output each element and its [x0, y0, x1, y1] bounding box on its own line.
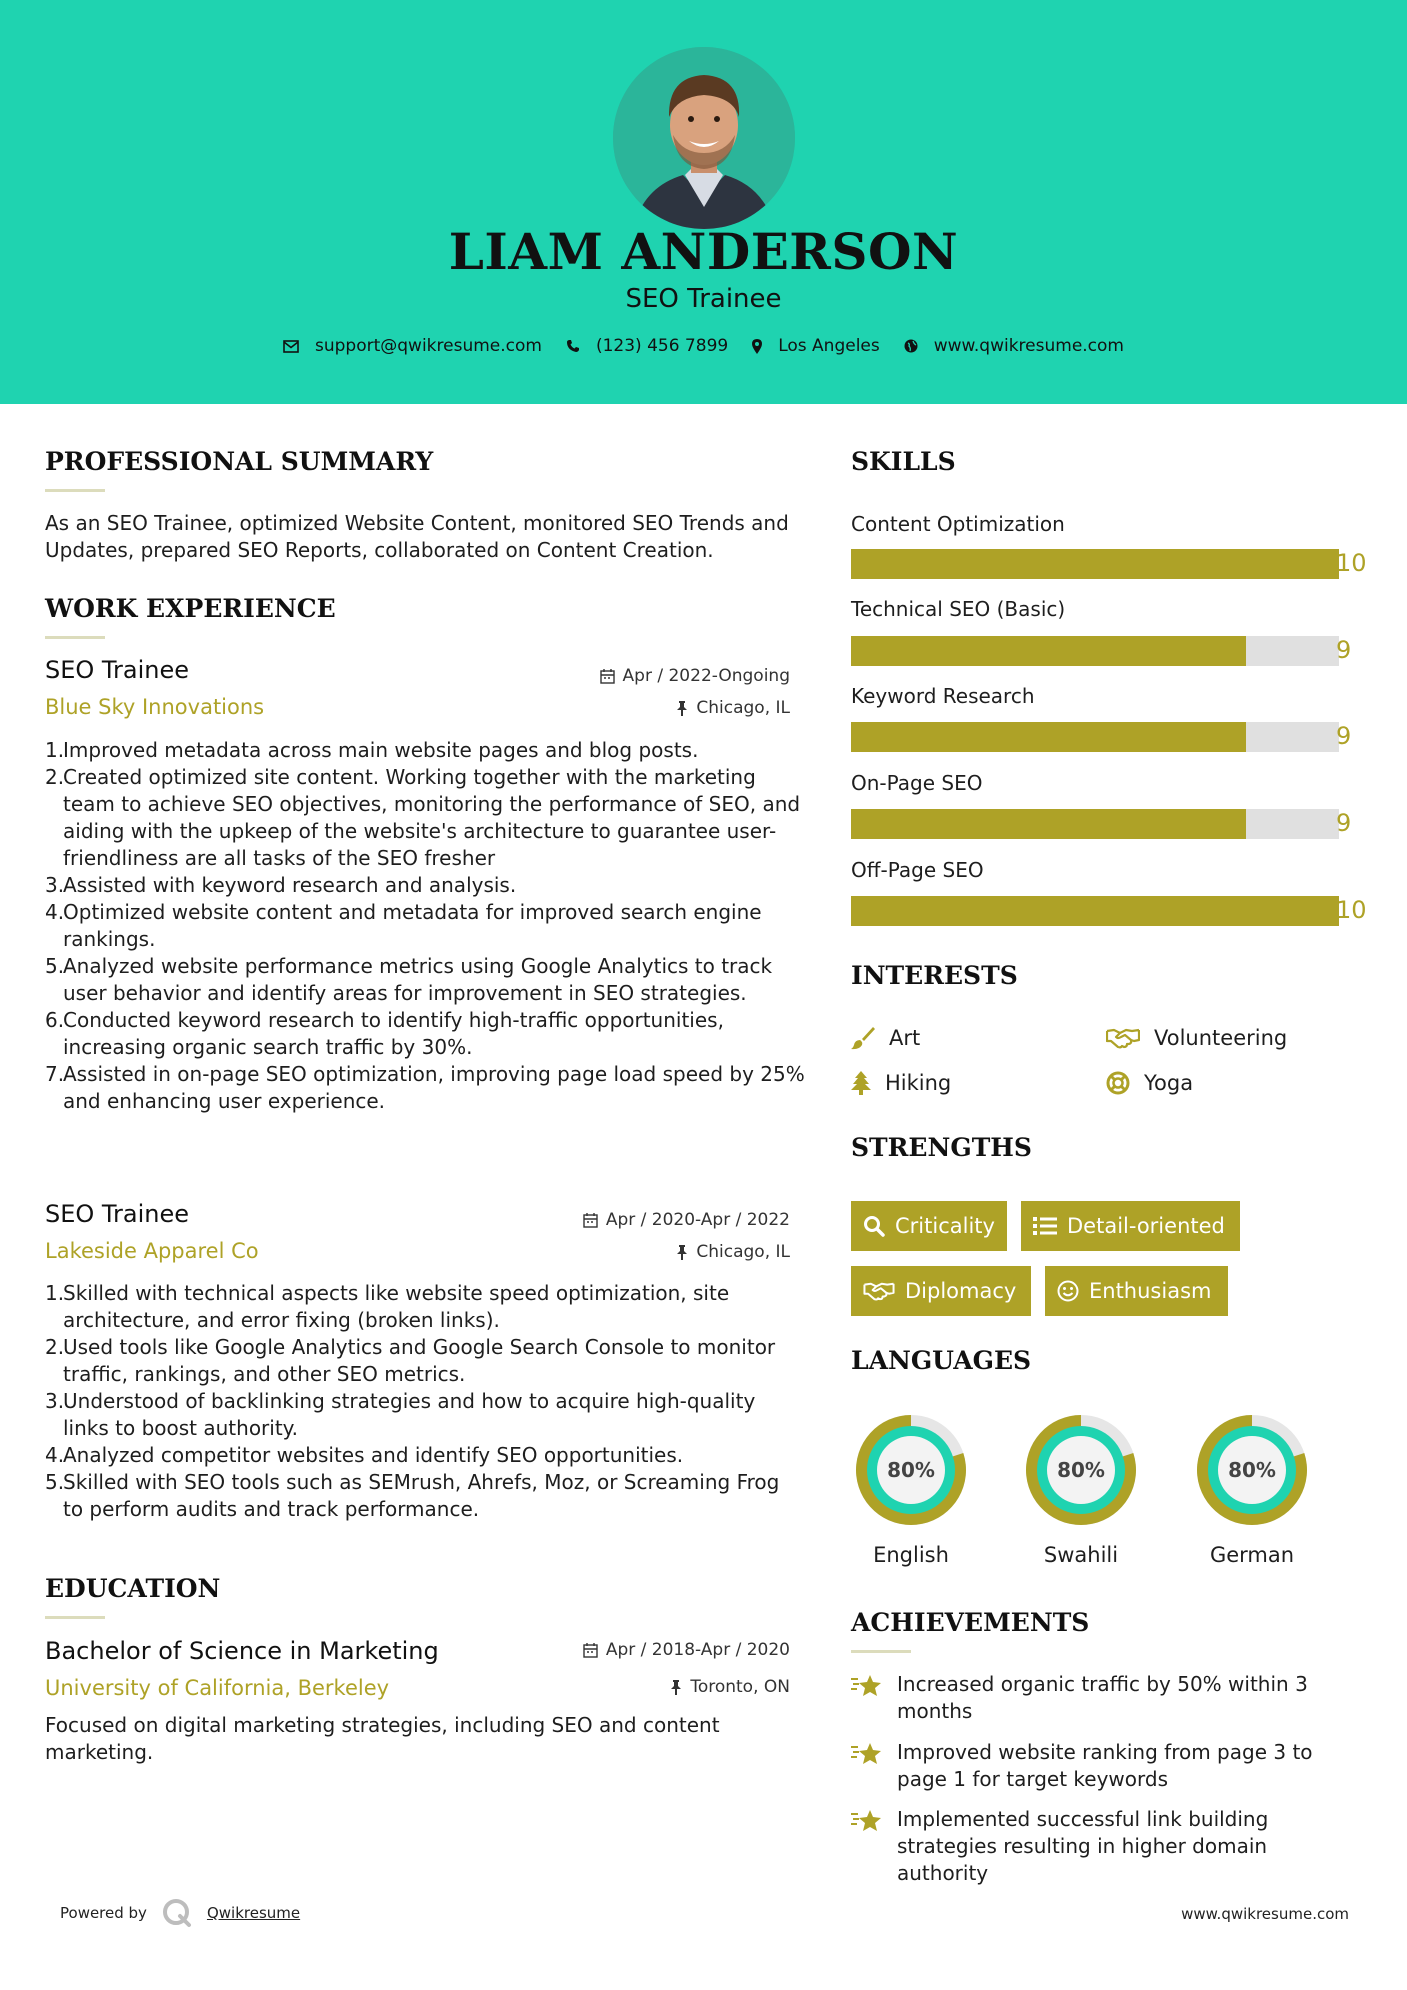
skill-bar — [851, 809, 1339, 839]
strength-tag: Enthusiasm — [1045, 1266, 1228, 1316]
experience-heading: WORK EXPERIENCE — [45, 594, 336, 623]
paintbrush-icon — [851, 1026, 875, 1050]
contact-phone[interactable]: (123) 456 7899 — [566, 336, 728, 356]
skill-label: Off-Page SEO — [851, 858, 984, 882]
skill-bar — [851, 722, 1339, 752]
strength-tag: Diplomacy — [851, 1266, 1031, 1316]
skill-value: 10 — [1336, 896, 1367, 924]
contact-bar — [0, 336, 1407, 356]
contact-website[interactable]: www.qwikresume.com — [904, 336, 1124, 356]
candidate-name: LIAM ANDERSON — [448, 222, 959, 281]
list-item: Assisted in on-page SEO optimization, improving page load speed by 25% and enhancing user experience. — [63, 1062, 805, 1113]
language-ring — [1020, 1409, 1142, 1531]
degree-title: Bachelor of Science in Marketing — [45, 1637, 439, 1665]
list-item: Improved metadata across main website pages and blog posts. — [63, 738, 699, 762]
globe-icon — [904, 339, 918, 353]
list-item: Understood of backlinking strategies and how to acquire high-quality links to boost authority. — [63, 1389, 756, 1440]
contact-email[interactable]: support@qwikresume.com — [283, 336, 542, 356]
search-icon — [863, 1215, 885, 1237]
company-name: Lakeside Apparel Co — [45, 1239, 259, 1263]
job-bullets — [45, 1280, 805, 1523]
achievements-heading: ACHIEVEMENTS — [851, 1608, 1090, 1637]
candidate-title: SEO Trainee — [625, 284, 782, 314]
job-location: Chicago, IL — [676, 1242, 790, 1262]
skill-label: On-Page SEO — [851, 771, 983, 795]
list-item: Analyzed website performance metrics using Google Analytics to track user behavior and identify areas for improvement in SEO strategies. — [63, 954, 773, 1005]
language-ring — [1191, 1409, 1313, 1531]
languages-heading: LANGUAGES — [851, 1346, 1032, 1375]
calendar-icon — [583, 1643, 598, 1658]
ring-label: 80% — [887, 1458, 935, 1482]
list-item: Assisted with keyword research and analysis. — [63, 873, 517, 897]
job-bullets — [45, 737, 805, 1115]
list-item: Optimized website content and metadata for improved search engine rankings. — [63, 900, 762, 951]
shooting-star-icon — [851, 1673, 883, 1697]
envelope-icon — [283, 340, 299, 353]
skills-heading: SKILLS — [851, 447, 956, 476]
skill-label: Content Optimization — [851, 512, 1065, 536]
summary-text: As an SEO Trainee, optimized Website Content, monitored SEO Trends and Updates, prepared SEO Reports, collaborated on Content Creation. — [45, 511, 789, 562]
skill-bar — [851, 896, 1339, 926]
strength-tag: Detail-oriented — [1021, 1201, 1240, 1251]
job-dates: Apr / 2020-Apr / 2022 — [583, 1210, 790, 1230]
school-name: University of California, Berkeley — [45, 1676, 390, 1700]
skill-value: 10 — [1336, 549, 1367, 577]
resume-header — [0, 0, 1407, 404]
achievement-item: Improved website ranking from page 3 to page 1 for target keywords — [851, 1739, 1361, 1793]
experience-divider — [45, 636, 105, 639]
list-item: Analyzed competitor websites and identify SEO opportunities. — [63, 1443, 684, 1467]
map-pin-icon — [752, 339, 762, 354]
summary-heading: PROFESSIONAL SUMMARY — [45, 447, 434, 476]
interest-item: Yoga — [1106, 1071, 1193, 1095]
handshake-icon — [1106, 1027, 1140, 1049]
list-item: Skilled with SEO tools such as SEMrush, Ahrefs, Moz, or Screaming Frog to perform audits and track performance. — [63, 1470, 780, 1521]
shooting-star-icon — [851, 1808, 883, 1832]
list-item: Skilled with technical aspects like website speed optimization, site architecture, and error fixing (broken links). — [63, 1281, 730, 1332]
education-heading: EDUCATION — [45, 1574, 221, 1603]
tree-icon — [851, 1071, 871, 1095]
skill-bar-fill — [851, 809, 1246, 839]
education-description: Focused on digital marketing strategies, including SEO and content marketing. — [45, 1713, 720, 1764]
list-item: Conducted keyword research to identify high-traffic opportunities, increasing organic search traffic by 30%. — [63, 1008, 724, 1059]
education-location: Toronto, ON — [670, 1677, 790, 1697]
education-divider — [45, 1616, 105, 1619]
ring-label: 80% — [1228, 1458, 1276, 1482]
skill-bar-fill — [851, 636, 1246, 666]
skill-value: 9 — [1336, 636, 1352, 664]
interest-item: Hiking — [851, 1071, 951, 1095]
skill-bar — [851, 636, 1339, 666]
language-name: German — [1209, 1543, 1295, 1567]
contact-location: Los Angeles — [752, 336, 880, 356]
skill-bar-fill — [851, 896, 1339, 926]
achievement-item: Implemented successful link building strategies resulting in higher domain authority — [851, 1806, 1361, 1887]
job-dates: Apr / 2022-Ongoing — [600, 666, 790, 686]
skill-label: Technical SEO (Basic) — [851, 597, 1066, 621]
pushpin-icon — [670, 1680, 682, 1695]
interests-heading: INTERESTS — [851, 961, 1018, 990]
company-name: Blue Sky Innovations — [45, 695, 265, 719]
skill-bar-fill — [851, 549, 1339, 579]
job-title: SEO Trainee — [45, 656, 190, 684]
handshake-icon — [863, 1281, 895, 1301]
shooting-star-icon — [851, 1741, 883, 1765]
summary-divider — [45, 489, 105, 492]
phone-icon — [566, 339, 580, 353]
education-dates: Apr / 2018-Apr / 2020 — [583, 1640, 790, 1660]
skill-value: 9 — [1336, 722, 1352, 750]
pushpin-icon — [676, 1245, 688, 1260]
footer-powered-by: Powered by Qwikresume — [60, 1897, 300, 1929]
job-location: Chicago, IL — [676, 698, 790, 718]
achievement-item: Increased organic traffic by 50% within 3 months — [851, 1671, 1361, 1725]
skill-bar — [851, 549, 1339, 579]
footer-website[interactable]: www.qwikresume.com — [1181, 1905, 1349, 1923]
ring-label: 80% — [1057, 1458, 1105, 1482]
smile-icon — [1057, 1280, 1079, 1302]
language-name: Swahili — [1043, 1543, 1119, 1567]
job-title: SEO Trainee — [45, 1200, 190, 1228]
skill-bar-fill — [851, 722, 1246, 752]
lifebuoy-icon — [1106, 1071, 1130, 1095]
skill-value: 9 — [1336, 809, 1352, 837]
interest-item: Volunteering — [1106, 1026, 1287, 1050]
list-icon — [1033, 1216, 1057, 1236]
language-name: English — [873, 1543, 949, 1567]
profile-photo — [613, 47, 795, 229]
language-ring — [850, 1409, 972, 1531]
calendar-icon — [600, 669, 615, 684]
qwikresume-link[interactable]: Qwikresume — [206, 1904, 301, 1922]
skill-label: Keyword Research — [851, 684, 1035, 708]
strengths-heading: STRENGTHS — [851, 1133, 1032, 1162]
qwikresume-logo-icon — [161, 1897, 193, 1929]
list-item: Used tools like Google Analytics and Google Search Console to monitor traffic, rankings, and other SEO metrics. — [63, 1335, 776, 1386]
achievements-divider — [851, 1650, 911, 1653]
pushpin-icon — [676, 701, 688, 716]
strength-tag: Criticality — [851, 1201, 1007, 1251]
calendar-icon — [583, 1213, 598, 1228]
interest-item: Art — [851, 1026, 920, 1050]
list-item: Created optimized site content. Working together with the marketing team to achieve SEO objectives, monitoring the performance of SEO, and aiding with the upkeep of the website's architecture to guarantee user-friendliness are all tasks of the SEO fresher — [63, 765, 801, 870]
